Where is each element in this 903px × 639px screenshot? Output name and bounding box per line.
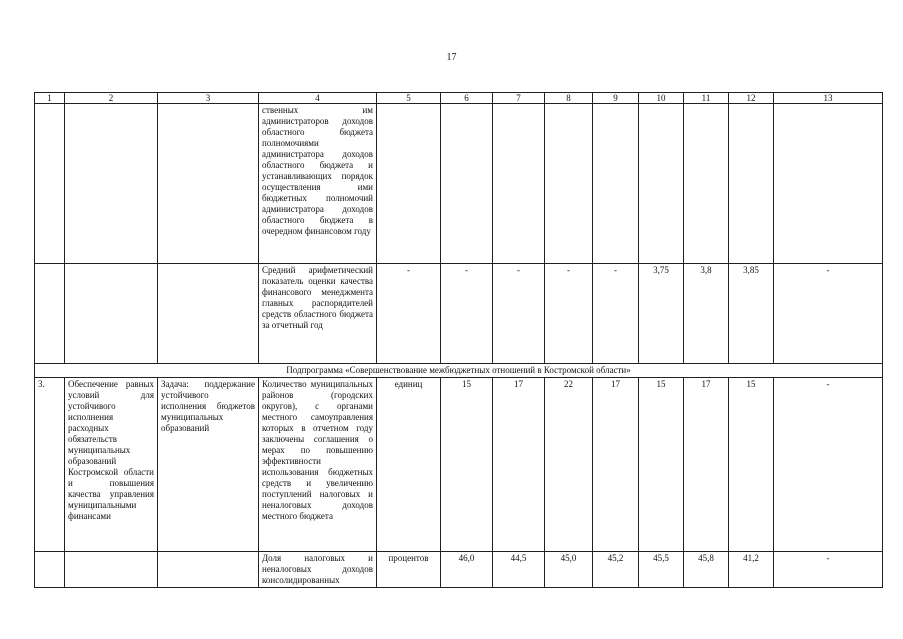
value-cell: 17: [493, 378, 545, 552]
value-cell: -: [545, 264, 593, 364]
indicator-name-continuation: ственных им администраторов доходов областного бюджета полномочиями администратора доходов областного бюджета и устанавливающих порядок осуществления ими бюджетных полномочий администратора доходов областного бюджета в очередном финансовом году: [259, 104, 377, 264]
value-cell: 45,5: [639, 552, 684, 588]
value-cell: 45,0: [545, 552, 593, 588]
table-cell: [35, 104, 65, 264]
column-number: 10: [639, 93, 684, 104]
value-cell: 45,8: [684, 552, 729, 588]
subprogram-title: Подпрограмма «Совершенствование межбюджетных отношений в Костромской области»: [35, 364, 883, 378]
value-cell: 22: [545, 378, 593, 552]
column-number: 13: [774, 93, 883, 104]
value-cell: 44,5: [493, 552, 545, 588]
value-cell: 3,8: [684, 264, 729, 364]
table-row: [35, 104, 883, 264]
value-cell: 45,2: [593, 552, 639, 588]
table-cell: [158, 264, 259, 364]
indicator-name: Количество муниципальных районов (городских округов), с органами местного самоуправления которых в отчетном году заключены соглашения о мерах по повышению эффективности использования бюджетных средств и увеличению поступлений налоговых и неналоговых доходов местного бюджета: [259, 378, 377, 552]
column-number: 1: [35, 93, 65, 104]
value-cell: -: [774, 552, 883, 588]
column-number: 4: [259, 93, 377, 104]
table-cell: [774, 104, 883, 264]
table-cell: [493, 104, 545, 264]
value-cell: -: [593, 264, 639, 364]
unit-cell: процентов: [377, 552, 441, 588]
subprogram-row: [35, 364, 883, 378]
table-cell: [65, 552, 158, 588]
column-number: 9: [593, 93, 639, 104]
table-cell: [377, 104, 441, 264]
indicator-name: Доля налоговых и неналоговых доходов консолидированных: [259, 552, 377, 588]
column-number: 8: [545, 93, 593, 104]
column-number: 7: [493, 93, 545, 104]
goal-cell: Обеспечение равных условий для устойчивого исполнения расходных обязательств муниципальных образований Костромской области и повышения качества управления муниципальными финансами: [65, 378, 158, 552]
indicators-table: [34, 92, 883, 588]
value-cell: 3,85: [729, 264, 774, 364]
value-cell: -: [493, 264, 545, 364]
column-number: 11: [684, 93, 729, 104]
table-cell: [639, 104, 684, 264]
table-cell: [545, 104, 593, 264]
column-number: 6: [441, 93, 493, 104]
value-cell: 17: [593, 378, 639, 552]
value-cell: 3,75: [639, 264, 684, 364]
unit-cell: единиц: [377, 378, 441, 552]
value-cell: 41,2: [729, 552, 774, 588]
unit-cell: -: [377, 264, 441, 364]
table-cell: [35, 264, 65, 364]
table-cell: [441, 104, 493, 264]
task-cell: Задача: поддержание устойчивого исполнения бюджетов муниципальных образований: [158, 378, 259, 552]
value-cell: 46,0: [441, 552, 493, 588]
value-cell: 15: [729, 378, 774, 552]
table-cell: [158, 552, 259, 588]
table-cell: [65, 264, 158, 364]
table-row: [35, 378, 883, 552]
value-cell: 17: [684, 378, 729, 552]
value-cell: 15: [441, 378, 493, 552]
table-cell: [729, 104, 774, 264]
table-cell: [65, 104, 158, 264]
page-number: 17: [446, 52, 457, 63]
table-cell: [684, 104, 729, 264]
column-number: 3: [158, 93, 259, 104]
table-row: [35, 264, 883, 364]
value-cell: -: [441, 264, 493, 364]
column-number: 5: [377, 93, 441, 104]
value-cell: -: [774, 378, 883, 552]
table-row: [35, 552, 883, 588]
column-number: 12: [729, 93, 774, 104]
row-number: 3.: [35, 378, 65, 552]
table-cell: [35, 552, 65, 588]
value-cell: -: [774, 264, 883, 364]
column-number: 2: [65, 93, 158, 104]
column-number-row: [35, 93, 883, 104]
indicator-name: Средний арифметический показатель оценки качества финансового менеджмента главных распорядителей средств областного бюджета за отчетный год: [259, 264, 377, 364]
table-cell: [593, 104, 639, 264]
value-cell: 15: [639, 378, 684, 552]
table-cell: [158, 104, 259, 264]
